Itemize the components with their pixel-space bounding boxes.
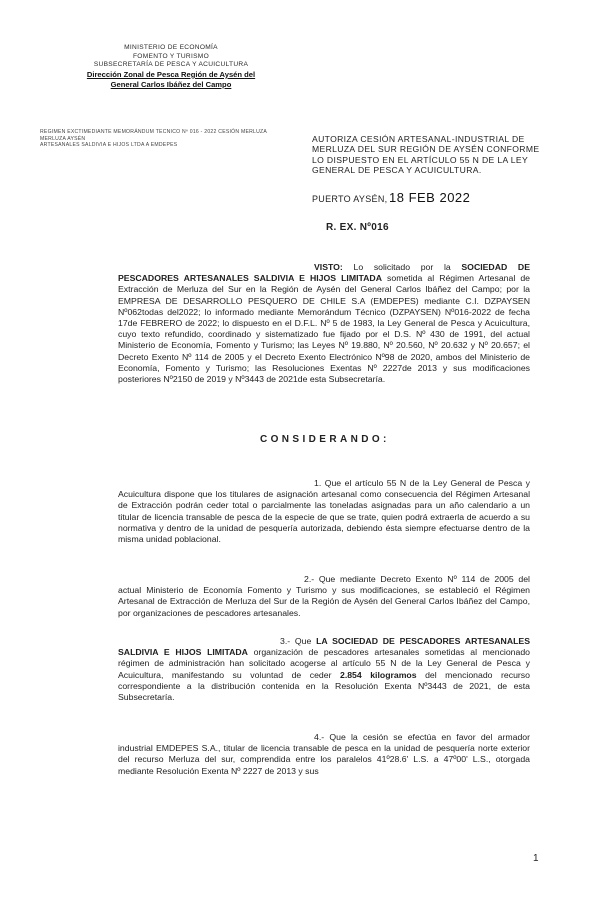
visto-label: VISTO:	[314, 262, 343, 272]
p3-text: organización de pescadores artesanales sometidas al mencionado régimen de administración han solicitado acogerse al artículo 55 N de la Ley General de Pesca y Acuicultura, manifestando su voluntad de ceder	[118, 647, 531, 680]
meta-line: ARTESANALES SALDIVIA E HIJOS LTDA A EMDEPES	[40, 142, 178, 149]
considerando-heading: CONSIDERANDO:	[260, 434, 390, 445]
considerando-4	[118, 732, 530, 777]
p3-org: LA SOCIEDAD DE PESCADORES ARTESANALES SALDIVIA E HIJOS LIMITADA	[118, 636, 530, 658]
subject-line: AUTORIZA CESIÓN ARTESANAL-INDUSTRIAL DE	[312, 134, 525, 144]
subsecretaria-line: SUBSECRETARÍA DE PESCA Y ACUICULTURA	[93, 61, 249, 69]
ministry-subline: FOMENTO Y TURISMO	[132, 52, 210, 60]
paragraph-2: 2.- Que mediante Decreto Exento Nº 114 de 2005 del actual Ministerio de Economía Fomento y Turismo y sus modificaciones, se estableció el Régimen Artesanal de Extracción de Merluza del Sur de la Región de Aysén del General Carlos Ibáñez del Campo, por organizaciones de pescadores artesanales.	[118, 574, 530, 618]
resolution-number: R. EX. Nº016	[326, 222, 389, 233]
date-stamp: 18 FEB 2022	[389, 190, 471, 205]
ministry-line: MINISTERIO DE ECONOMÍA	[124, 44, 218, 51]
paragraph-3	[118, 636, 530, 703]
direccion-zonal-line1: Dirección Zonal de Pesca Región de Aysén del	[86, 69, 256, 79]
visto-text: sometida al Régimen Artesanal de Extracción de Merluza del Sur en la Región de Aysén del General Carlos Ibáñez del Campo; por la EMPRESA DE DESARROLLO PESQUERO DE CHILE S.A (EMDEPES) mediante C.I. DZPAYSEN Nº062todas del2022; lo informado mediante Memorándum Técnico (DZPAYSEN) Nº016-2022 de fecha 17de FEBRERO de 2022; lo dispuesto en el D.F.L. Nº 5 de 1983, la Ley General de Pesca y Acuicultura, cuyo texto refundido, coordinado y sistematizado fue fijado por el D.S. Nº 430 de 1991, del actual Ministerio de Economía, Fomento y Turismo; las Leyes Nº 19.880, Nº 20.560, Nº 20.632 y Nº 20.657; el Decreto Exento Nº 114 de 2005 y el Decreto Exento Electrónico Nº98 de 2020, ambos del Ministerio de Economía, Fomento y Turismo; las Resoluciones Exentas Nº 2227de 2013 y sus modificaciones posteriores Nº2150 de 2019 y Nº3443 de 2021de esta Subsecretaría.	[118, 273, 530, 385]
paragraph-1: 1. Que el artículo 55 N de la Ley General de Pesca y Acuicultura dispone que los titulares de asignación artesanal como consecuencia del Régimen Artesanal de Extracción podrán ceder total o parcialmente las toneladas asignadas para un año calendario a un titular de licencia transable de pesca de la especie de que se trate, quien podrá extraerla de acuerdo a su normativa y dentro de la unidad de pesquería autorizada, debiendo ésta siempre efectuarse dentro de la misma unidad poblacional.	[118, 478, 530, 545]
considerando-2	[118, 574, 530, 619]
visto-paragraph	[118, 262, 530, 385]
reference-meta	[40, 129, 310, 149]
resolution-subject	[312, 134, 562, 176]
visto-org: SOCIEDAD DE PESCADORES ARTESANALES SALDIVIA E HIJOS LIMITADA	[118, 262, 530, 284]
letterhead	[40, 44, 302, 90]
direccion-zonal-line2: General Carlos Ibáñez del Campo	[110, 79, 232, 89]
p3-intro: 3.- Que	[280, 636, 317, 646]
subject-line: MERLUZA DEL SUR REGIÓN DE AYSÉN CONFORME	[312, 144, 540, 155]
subject-line: LO DISPUESTO EN EL ARTÍCULO 55 N DE LA LEY	[312, 154, 529, 165]
considerando-1	[118, 478, 530, 545]
page-number: 1	[533, 853, 539, 864]
meta-line: MERLUZA AYSÉN	[40, 135, 86, 142]
visto-intro: Lo solicitado por la	[342, 262, 462, 272]
paragraph-4: 4.- Que la cesión se efectúa en favor del armador industrial EMDEPES S.A., titular de licencia transable de pesca en la unidad de pesquería norte exterior del recurso Merluza del sur, comprendida entre los paralelos 41º28.6' L.S. a 47º00' L.S., otorgada mediante Resolución Exenta Nº 2227 de 2013 y sus	[118, 732, 530, 776]
place: PUERTO AYSÉN,	[312, 194, 388, 204]
considerando-3	[118, 636, 530, 703]
meta-line: REGIMEN EXCTIMEDIANTE MEMORÁNDUM TECNICO Nº 016 - 2022 CESIÓN MERLUZA	[40, 129, 268, 135]
visto-section	[118, 262, 530, 385]
subject-line: GENERAL DE PESCA Y ACUICULTURA.	[312, 165, 482, 176]
p3-amount: 2.854 kilogramos	[339, 669, 417, 680]
p3-end: del mencionado recurso correspondiente a la distribución contenida en la Resolución Exenta Nº3443 de 2021, de esta Subsecretaría.	[118, 669, 530, 703]
